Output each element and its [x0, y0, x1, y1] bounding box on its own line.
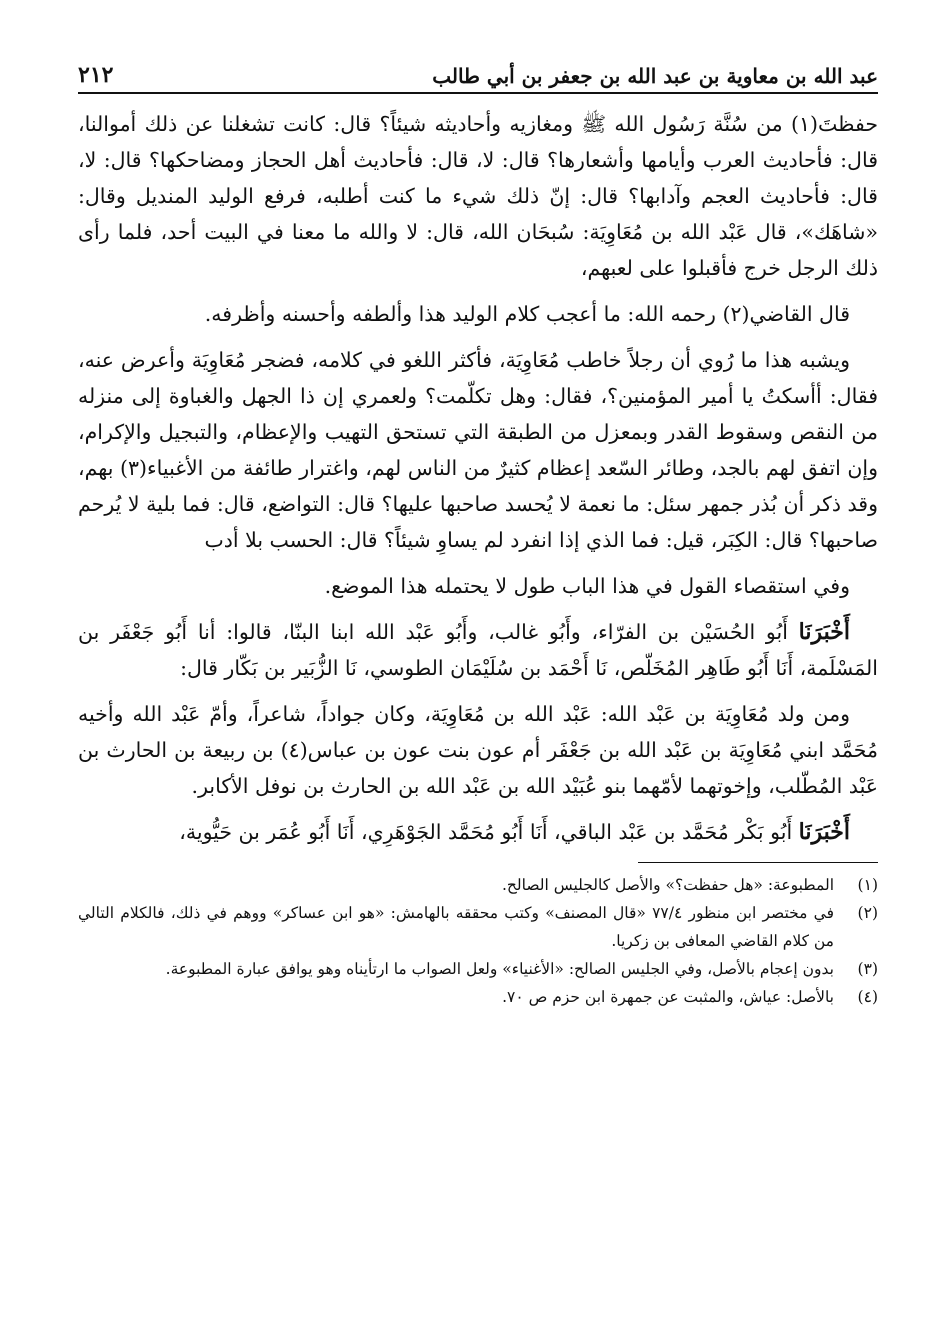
main-text — [78, 106, 878, 850]
running-header — [78, 52, 878, 94]
paragraph: حفظتَ(١) من سُنَّة رَسُول الله ﷺ ومغازيه وأحاديثه شيئاً؟ قال: كانت تشغلنا عن ذلك أموالنا، قال: فأحاديث العرب وأيامها وأشعارها؟ قال: لا، قال: فأحاديث أهل الحجاز ومضاحكها؟ قال: لا، قال: فأحاديث العجم وآدابها؟ قال: إنّ ذلك شيء ما كنت أطلبه، فرفع الوليد المنديل وقال: «شاهَك»، قال عَبْد الله بن مُعَاوِيَة: سُبحَان الله، قال: لا والله ما معنا في البيت أحد، فلما رأى ذلك الرجل خرج فأقبلوا على لعبهم، — [78, 112, 878, 280]
book-page — [78, 52, 878, 1292]
footnote-number: (٣) — [857, 960, 878, 978]
paragraph-text: أَبُو بَكْر مُحَمَّد بن عَبْد الباقي، أَنَا أَبُو مُحَمَّد الجَوْهَرِي، أَنَا أَبُو عُمَر بن حَيُّوية، — [179, 820, 793, 844]
footnote — [78, 955, 878, 983]
footnote-text: في مختصر ابن منظور ٧٧/٤ «قال المصنف» وكتب محققه بالهامش: «هو ابن عساكر» ووهم في ذلك، فالكلام التالي من كلام القاضي المعافى بن زكريا. — [78, 904, 834, 950]
paragraph — [78, 614, 878, 686]
page-number: ٢١٢ — [78, 62, 114, 88]
isnad-lead: أَخْبَرَنَا — [798, 619, 850, 645]
footnote — [78, 983, 878, 1011]
paragraph: ومن ولد مُعَاوِيَة بن عَبْد الله: عَبْد الله بن مُعَاوِيَة، وكان جواداً، شاعراً، وأمّ عَبْد الله وأخيه مُحَمَّد ابني مُعَاوِيَة بن عَبْد الله بن جَعْفَر أم عون بنت عون بن عباس(٤) بن ربيعة بن الحارث بن عَبْد المُطّلب، وإخوتهما لأمّهما بنو عُبَيْد الله بن عَبْد الله بن الحارث بن نوفل الأكابر. — [78, 702, 878, 798]
footnote-text: المطبوعة: «هل حفظت؟» والأصل كالجليس الصالح. — [501, 876, 834, 894]
paragraph: قال القاضي(٢) رحمه الله: ما أعجب كلام الوليد هذا وألطفه وأحسنه وأظرفه. — [204, 302, 850, 326]
footnotes — [78, 871, 878, 1011]
footnote-number: (١) — [857, 876, 878, 894]
footnote — [78, 871, 878, 899]
footnote-text: بدون إعجام بالأصل، وفي الجليس الصالح: «الأغنياء» ولعل الصواب ما ارتأيناه وهو يوافق عبارة المطبوعة. — [165, 960, 834, 978]
isnad-lead: أَخْبَرَنَا — [798, 819, 850, 845]
footnote-separator — [638, 862, 878, 863]
footnote-number: (٤) — [857, 988, 878, 1006]
footnote-number: (٢) — [857, 904, 878, 922]
footnote — [78, 899, 878, 955]
paragraph — [78, 814, 878, 850]
paragraph-text: أَبُو الحُسَيْن بن الفرّاء، وأَبُو غالب، وأَبُو عَبْد الله ابنا البنّا، قالوا: أنا أَبُو جَعْفَر بن المَسْلَمة، أَنَا أَبُو طَاهِر المُخَلّص، نَا أَحْمَد بن سُلَيْمَان الطوسي، نَا الزُّبَير بن بَكّار قال: — [78, 620, 878, 680]
running-title: عبد الله بن معاوية بن عبد الله بن جعفر بن أبي طالب — [432, 64, 878, 88]
paragraph: ويشبه هذا ما رُوي أن رجلاً خاطب مُعَاوِيَة، فأكثر اللغو في كلامه، فضجر مُعَاوِيَة وأعرض عنه، فقال: أأسكتُ يا أمير المؤمنين؟، فقال: وهل تكلّمت؟ ولعمري إن ذا الجهل والغباوة إلى منزله من النقص وسقوط القدر وبمعزل من الطبقة التي تستحق التهيب والإعظام، والتبجيل والإكرام، وإن اتفق لهم بالجد، وطائر السّعد إعظام كثيرٌ من الناس لهم، واغترار طائفة من الأغبياء(٣) بهم، وقد ذكر أن بُذر جمهر سئل: ما نعمة لا يُحسد صاحبها عليها؟ قال: التواضع، قال: فما بلية لا يُرحم صاحبها؟ قال: الكِبَر، قيل: فما الذي إذا انفرد لم يساوِ شيئاً؟ قال: الحسب بلا أدب — [78, 348, 878, 552]
paragraph: وفي استقصاء القول في هذا الباب طول لا يحتمله هذا الموضع. — [324, 574, 850, 598]
footnote-text: بالأصل: عياش، والمثبت عن جمهرة ابن حزم ص ٧٠. — [502, 988, 834, 1006]
